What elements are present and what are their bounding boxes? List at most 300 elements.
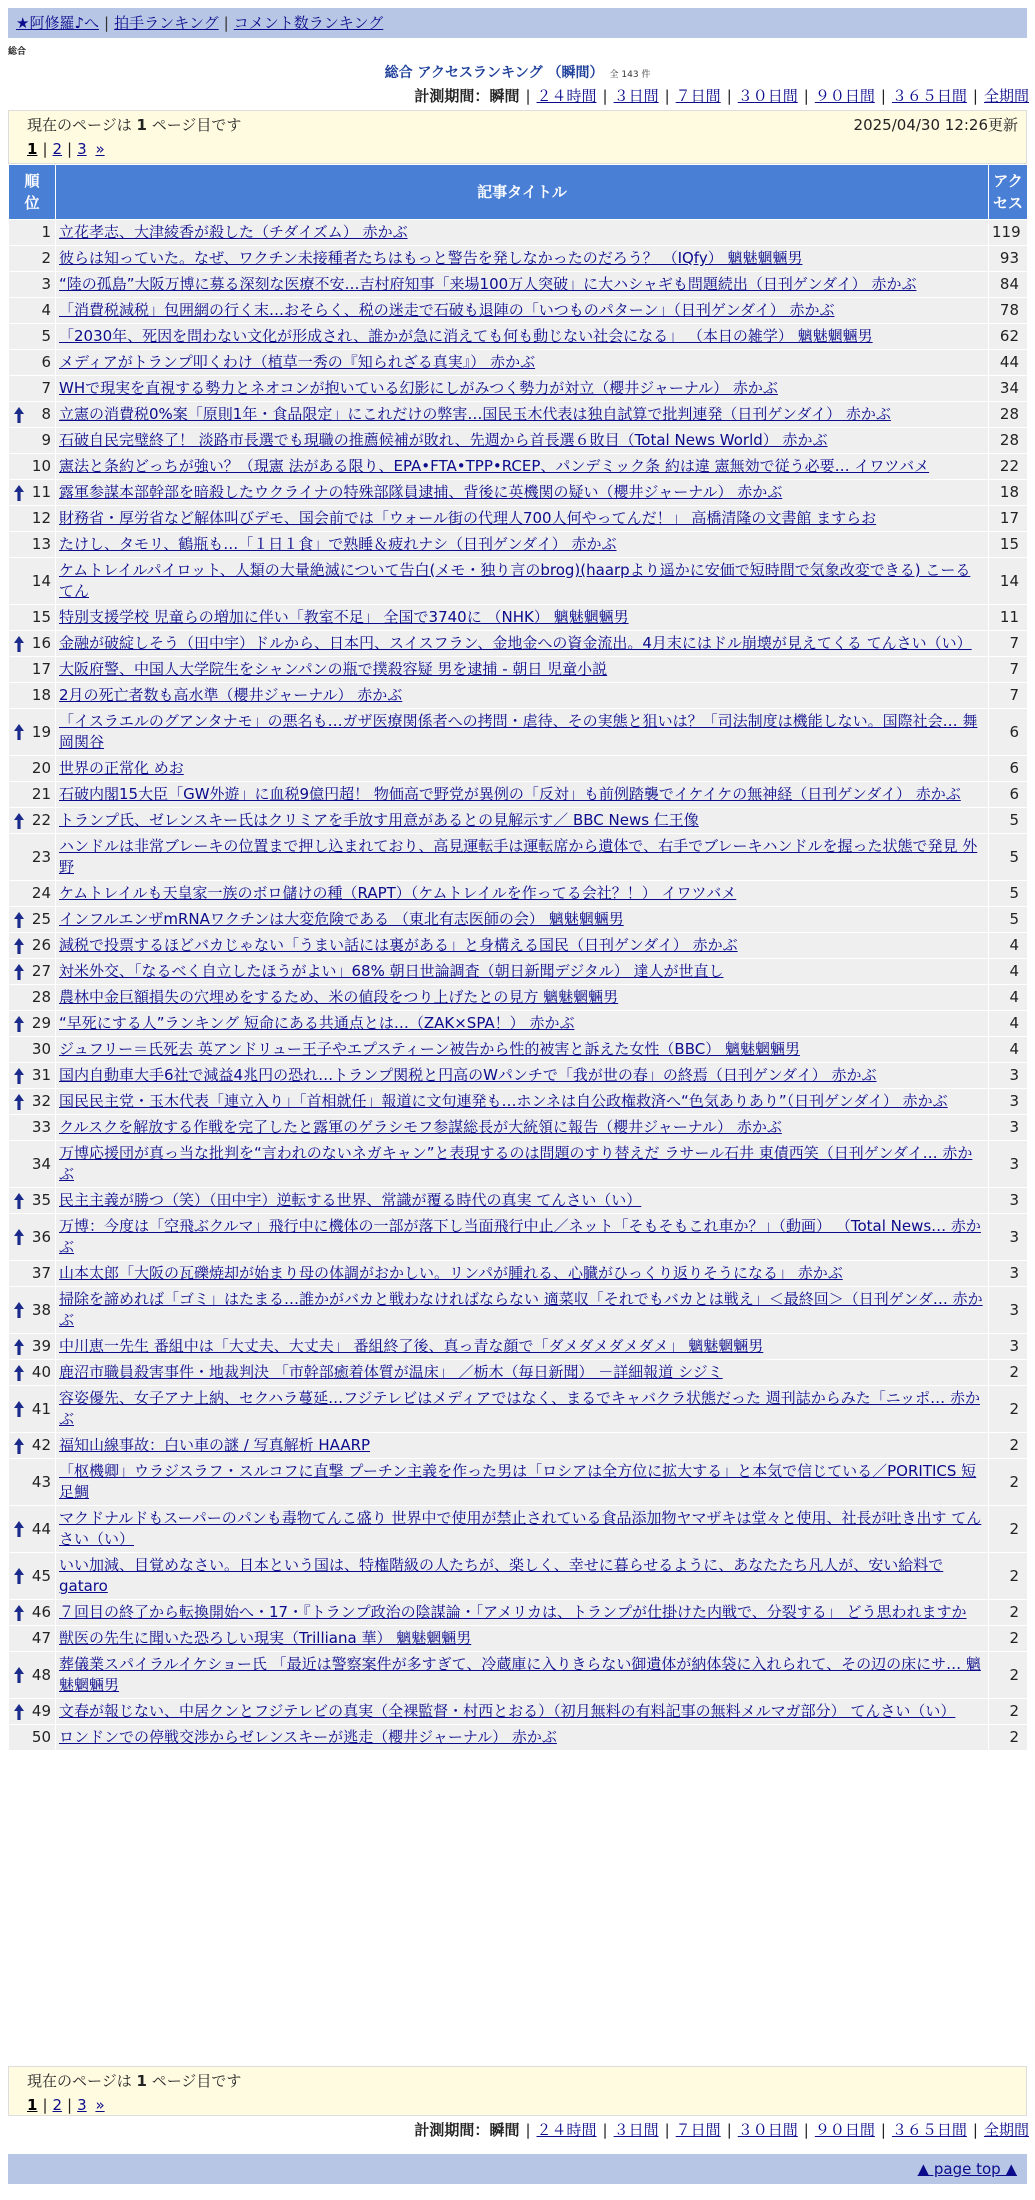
rank-column-header xyxy=(9,165,56,220)
period-separator: | xyxy=(803,87,809,105)
table-row xyxy=(9,1141,1028,1188)
article-title-link[interactable]: 立憲の消費税0%案「原則1年・食品限定」にこれだけの弊害…国民玉木代表は独自試算で批判連発（日刊ゲンダイ） 赤かぶ xyxy=(59,405,891,423)
rank-number: 43 xyxy=(31,1472,51,1491)
access-count: 2 xyxy=(989,1433,1028,1459)
rank-cell xyxy=(9,683,56,709)
article-title-link[interactable]: 露軍参謀本部幹部を暗殺したウクライナの特殊部隊員逮捕、背後に英機関の疑い（櫻井ジャーナル） 赤かぶ xyxy=(59,483,783,501)
table-row xyxy=(9,683,1028,709)
page-top-link[interactable]: ▲ page top ▲ xyxy=(917,2160,1017,2178)
ranking-title: 総合 アクセスランキング （瞬間） xyxy=(384,65,604,81)
rank-number: 37 xyxy=(31,1264,51,1282)
table-row xyxy=(9,1600,1028,1626)
article-title-link[interactable]: 「2030年、死因を問わない文化が形成され、誰かが急に消えても何も動じない社会になる」 （本日の雑学） 魑魅魍魎男 xyxy=(59,327,873,345)
table-row xyxy=(9,402,1028,428)
rank-number: 26 xyxy=(31,936,51,954)
rank-up-arrow-icon xyxy=(14,1568,24,1584)
article-title-link[interactable]: 石破内閣15大臣「GW外遊」に血税9億円超！ 物価高で野党が異例の「反対」も前例踏襲でイケイケの無神経（日刊ゲンダイ） 赤かぶ xyxy=(59,785,961,803)
access-count: 15 xyxy=(989,532,1028,558)
access-count: 3 xyxy=(989,1261,1028,1287)
article-title-link[interactable]: 国内自動車大手6社で減益4兆円の恐れ…トランプ関税と円高のWパンチで「我が世の春」の終焉（日刊ゲンダイ） 赤かぶ xyxy=(59,1066,877,1084)
article-title-link[interactable]: 憲法と条約どっちが強い？（現憲 法がある限り、EPA•FTA•TPP•RCEP、パンデミック条 約は違 憲無効で従う必要… イワツバメ xyxy=(59,457,930,475)
pagination xyxy=(27,2095,1008,2115)
access-count: 4 xyxy=(989,985,1028,1011)
current-page-number: 1 xyxy=(136,2072,147,2090)
period-option-link[interactable]: 全期間 xyxy=(983,2121,1029,2139)
article-title-link[interactable]: 対米外交、「なるべく自立したほうがよい」68% 朝日世論調査（朝日新聞デジタル） 達人が世直し xyxy=(59,962,724,980)
rank-number: 47 xyxy=(31,1629,51,1647)
pager-next-link[interactable]: » xyxy=(95,140,105,158)
rank-cell xyxy=(9,631,56,657)
access-count: 11 xyxy=(989,605,1028,631)
item-count: 全 143 件 xyxy=(609,70,651,80)
table-row xyxy=(9,1011,1028,1037)
rank-up-arrow-icon xyxy=(14,1229,24,1245)
rank-header-label: 順位 xyxy=(24,172,40,212)
rank-number: 25 xyxy=(31,910,51,928)
nav-separator: | xyxy=(223,14,229,32)
article-title-link[interactable]: 文春が報じない、中居クンとフジテレビの真実（全裸監督・村西とおる）（初月無料の有料記事の無料メルマガ部分） てんさい（い） xyxy=(59,1702,956,1720)
rank-cell xyxy=(9,402,56,428)
table-row xyxy=(9,480,1028,506)
article-title-link[interactable]: 財務省・厚労省など解体叫びデモ、国会前では「ウォール街の代理人700人何やってんだ！」 高橋清隆の文書館 ますらお xyxy=(59,509,877,527)
rank-cell xyxy=(9,1089,56,1115)
table-row xyxy=(9,350,1028,376)
table-row xyxy=(9,657,1028,683)
rank-number: 14 xyxy=(31,571,51,590)
pager-page-link[interactable]: 2 xyxy=(52,140,63,158)
rank-cell xyxy=(9,454,56,480)
rank-up-arrow-icon xyxy=(14,1521,24,1537)
pager-separator: | xyxy=(42,2096,48,2114)
article-title-link[interactable]: 葬儀業スパイラルイケショー氏 「最近は警察案件が多すぎて、冷蔵庫に入りきらない御遺体が納体袋に入れられて、その辺の床にサ… 魑魅魍魎男 xyxy=(59,1655,981,1694)
rank-number: 27 xyxy=(31,962,51,980)
title-cell xyxy=(56,657,989,683)
table-row xyxy=(9,1261,1028,1287)
period-separator: | xyxy=(525,2121,531,2139)
period-option-link[interactable]: ７日間 xyxy=(675,2121,721,2139)
article-title-link[interactable]: 世界の正常化 めお xyxy=(59,759,184,777)
rank-number: 46 xyxy=(31,1603,51,1621)
rank-up-arrow-icon xyxy=(14,1068,24,1084)
rank-cell xyxy=(9,933,56,959)
article-title-link[interactable]: 減税で投票するほどバカじゃない「うまい話には裏がある」と身構える国民（日刊ゲンダイ） 赤かぶ xyxy=(59,936,738,954)
rank-cell xyxy=(9,1360,56,1386)
rank-cell xyxy=(9,834,56,881)
comment-ranking-link[interactable]: コメント数ランキング xyxy=(233,14,384,32)
rank-number: 45 xyxy=(31,1566,51,1585)
access-count: 4 xyxy=(989,1037,1028,1063)
title-column-header: 記事タイトル xyxy=(56,165,989,220)
title-cell xyxy=(56,1214,989,1261)
table-row xyxy=(9,1214,1028,1261)
article-title-link[interactable]: 「枢機卿」ウラジスラフ・スルコフに直撃 プーチン主義を作った男は「ロシアは全方位に拡大する」と本気で信じている／PORITICS 短足鯛 xyxy=(59,1462,977,1501)
rank-up-arrow-icon xyxy=(14,1016,24,1032)
article-title-link[interactable]: 民主主義が勝つ（笑）（田中宇）逆転する世界、常識が覆る時代の真実 てんさい（い） xyxy=(59,1191,642,1209)
period-separator: | xyxy=(880,87,886,105)
rank-cell xyxy=(9,709,56,756)
period-option-link[interactable]: ２４時間 xyxy=(536,2121,597,2139)
rank-cell xyxy=(9,605,56,631)
rank-cell xyxy=(9,1141,56,1188)
bottom-bar xyxy=(8,2154,1027,2184)
title-cell xyxy=(56,1063,989,1089)
article-title-link[interactable]: 国民民主党・玉木代表「連立入り」「首相就任」報道に文句連発も…ホンネは自公政権救済へ“色気ありあり”（日刊ゲンダイ） 赤かぶ xyxy=(59,1092,948,1110)
table-row xyxy=(9,1063,1028,1089)
table-row xyxy=(9,428,1028,454)
pager-page-link[interactable]: 3 xyxy=(77,140,87,158)
rank-cell xyxy=(9,1506,56,1553)
period-separator: | xyxy=(664,87,670,105)
table-row xyxy=(9,246,1028,272)
rank-cell xyxy=(9,480,56,506)
table-row xyxy=(9,1386,1028,1433)
rank-cell xyxy=(9,1626,56,1652)
rank-cell xyxy=(9,1261,56,1287)
title-cell xyxy=(56,1089,989,1115)
period-selector xyxy=(414,86,1029,106)
table-row xyxy=(9,1188,1028,1214)
period-option-link[interactable]: ３０日間 xyxy=(737,2121,798,2139)
rank-number: 38 xyxy=(31,1300,51,1319)
article-title-link[interactable]: メディアがトランプ叩くわけ（植草一秀の『知られざる真実』） 赤かぶ xyxy=(59,353,536,371)
title-cell xyxy=(56,709,989,756)
title-cell xyxy=(56,246,989,272)
access-count: 44 xyxy=(989,350,1028,376)
title-cell xyxy=(56,631,989,657)
article-title-link[interactable]: 大阪府警、中国人大学院生をシャンパンの瓶で撲殺容疑 男を逮捕 - 朝日 児童小説 xyxy=(59,660,608,678)
period-separator: | xyxy=(972,2121,978,2139)
title-cell xyxy=(56,808,989,834)
table-row xyxy=(9,506,1028,532)
title-cell xyxy=(56,605,989,631)
page-title xyxy=(0,62,1035,82)
article-title-link[interactable]: ７回目の終了から転換開始へ・17・『トランプ政治の陰謀論・「アメリカは、トランプが仕掛けた内戦で、分裂する」 どう思われますか xyxy=(59,1603,967,1621)
rank-number: 22 xyxy=(31,811,51,829)
clap-ranking-link[interactable]: 拍手ランキング xyxy=(114,14,219,32)
rank-up-arrow-icon xyxy=(14,964,24,980)
access-count: 6 xyxy=(989,782,1028,808)
access-count: 4 xyxy=(989,933,1028,959)
period-option-current: 瞬間 xyxy=(489,87,520,105)
access-count: 3 xyxy=(989,1089,1028,1115)
article-title-link[interactable]: マクドナルドもスーパーのパンも毒物てんこ盛り 世界中で使用が禁止されている食品添加物ヤマザキは堂々と使用、社長が吐き出す てんさい（い） xyxy=(59,1509,982,1548)
article-title-link[interactable]: 彼らは知っていた。なぜ、ワクチン未接種者たちはもっと警告を発しなかったのだろう？ （IQfy） 魑魅魍魎男 xyxy=(59,249,803,267)
rank-cell xyxy=(9,1725,56,1751)
article-title-link[interactable]: ジュフリー＝氏死去 英アンドリュー王子やエプスティーン被告から性的被害と訴えた女性（BBC） 魑魅魍魎男 xyxy=(59,1040,800,1058)
article-title-link[interactable]: いい加減、目覚めなさい。日本という国は、特権階級の人たちが、楽しく、幸せに暮らせるように、あなたたち凡人が、安い給料で gataro xyxy=(59,1556,944,1595)
rank-cell xyxy=(9,907,56,933)
rank-number: 24 xyxy=(31,884,51,902)
rank-up-arrow-icon xyxy=(14,1302,24,1318)
title-cell xyxy=(56,350,989,376)
article-title-link[interactable]: 容姿優先、女子アナ上納、セクハラ蔓延…フジテレビはメディアではなく、まるでキャバクラ状態だった 週刊誌からみた「ニッポ… 赤かぶ xyxy=(59,1389,980,1428)
article-title-link[interactable]: 万博応援団が真っ当な批判を“言われのないネガキャン”と表現するのは問題のすり替えだ ラサール石井 東債西笑（日刊ゲンダイ… 赤かぶ xyxy=(59,1144,973,1183)
rank-cell xyxy=(9,1115,56,1141)
pager-page-link[interactable]: 3 xyxy=(77,2096,87,2114)
rank-up-arrow-icon xyxy=(14,1438,24,1454)
title-cell xyxy=(56,959,989,985)
access-count: 17 xyxy=(989,506,1028,532)
access-count: 2 xyxy=(989,1600,1028,1626)
period-option-link[interactable]: ３６５日間 xyxy=(891,2121,967,2139)
article-title-link[interactable]: 農林中金巨額損失の穴埋めをするため、米の値段をつり上げたとの見方 魑魅魍魎男 xyxy=(59,988,619,1006)
rank-number: 18 xyxy=(31,686,51,704)
period-separator: | xyxy=(972,87,978,105)
rank-number: 8 xyxy=(41,405,51,423)
article-title-link[interactable]: ロンドンでの停戦交渉からゼレンスキーが逃走（櫻井ジャーナル） 赤かぶ xyxy=(59,1728,557,1746)
period-option-link[interactable]: ３日間 xyxy=(613,2121,659,2139)
rank-number: 19 xyxy=(31,722,51,741)
article-title-link[interactable]: 中川恵一先生 番組中は「大丈夫、大丈夫」 番組終了後、真っ青な顔で「ダメダメダメダメ」 魑魅魍魎男 xyxy=(59,1337,764,1355)
table-row xyxy=(9,1699,1028,1725)
access-count: 2 xyxy=(989,1360,1028,1386)
title-cell xyxy=(56,558,989,605)
rank-cell xyxy=(9,1214,56,1261)
nav-separator: | xyxy=(104,14,110,32)
access-count: 3 xyxy=(989,1334,1028,1360)
pager-current-page: 1 xyxy=(27,140,38,158)
article-title-link[interactable]: 万博：今度は「空飛ぶクルマ」飛行中に機体の一部が落下し当面飛行中止／ネット「そもそもこれ車か？」（動画） （Total News… 赤かぶ xyxy=(59,1217,981,1256)
article-title-link[interactable]: たけし、タモリ、鶴瓶も…「１日１食」で熟睡＆疲れナシ（日刊ゲンダイ） 赤かぶ xyxy=(59,535,617,553)
table-row xyxy=(9,324,1028,350)
title-cell xyxy=(56,881,989,907)
rank-cell xyxy=(9,246,56,272)
rank-number: 35 xyxy=(31,1191,51,1209)
rank-up-arrow-icon xyxy=(14,1193,24,1209)
rank-cell xyxy=(9,1188,56,1214)
pager-next-link[interactable]: » xyxy=(95,2096,105,2114)
table-row xyxy=(9,220,1028,246)
rank-number: 50 xyxy=(31,1728,51,1746)
period-option-link[interactable]: ３０日間 xyxy=(737,87,798,105)
rank-cell xyxy=(9,324,56,350)
access-count: 5 xyxy=(989,808,1028,834)
rank-number: 12 xyxy=(31,509,51,527)
access-count: 7 xyxy=(989,631,1028,657)
title-cell xyxy=(56,480,989,506)
access-count: 3 xyxy=(989,1063,1028,1089)
table-row xyxy=(9,1360,1028,1386)
access-column-header xyxy=(989,165,1028,220)
access-count: 2 xyxy=(989,1386,1028,1433)
period-option-link[interactable]: 全期間 xyxy=(983,87,1029,105)
title-cell xyxy=(56,1334,989,1360)
pagination xyxy=(27,139,1008,159)
period-option-current: 瞬間 xyxy=(489,2121,520,2139)
table-row xyxy=(9,532,1028,558)
rank-number: 31 xyxy=(31,1066,51,1084)
access-count: 5 xyxy=(989,881,1028,907)
pager-separator: | xyxy=(67,140,73,158)
period-separator: | xyxy=(726,2121,732,2139)
pager-current-page: 1 xyxy=(27,2096,38,2114)
title-cell xyxy=(56,933,989,959)
article-title-link[interactable]: “陸の孤島”大阪万博に募る深刻な医療不安…吉村府知事「来場100万人突破」に大ハシャギも問題続出（日刊ゲンダイ） 赤かぶ xyxy=(59,275,917,293)
article-title-link[interactable]: 獣医の先生に聞いた恐ろしい現実（Trilliana 華） 魑魅魍魎男 xyxy=(59,1629,472,1647)
rank-cell xyxy=(9,298,56,324)
rank-number: 42 xyxy=(31,1436,51,1454)
title-cell xyxy=(56,756,989,782)
period-label: 計測期間： xyxy=(414,2121,490,2139)
article-title-link[interactable]: WHで現実を直視する勢力とネオコンが抱いている幻影にしがみつく勢力が対立（櫻井ジャーナル） 赤かぶ xyxy=(59,379,778,397)
article-title-link[interactable]: ケムトレイルパイロット、人類の大量絶滅について告白(メモ・独り言のbrog)(haarpより遥かに安価で短時間で気象改変できる) こーるてん xyxy=(59,561,971,600)
rank-up-arrow-icon xyxy=(14,485,24,501)
rank-cell xyxy=(9,1386,56,1433)
access-count: 119 xyxy=(989,220,1028,246)
period-option-link[interactable]: ９０日間 xyxy=(814,2121,875,2139)
rank-up-arrow-icon xyxy=(14,938,24,954)
home-link[interactable]: ★阿修羅♪へ xyxy=(16,14,100,32)
table-row xyxy=(9,1037,1028,1063)
rank-cell xyxy=(9,1011,56,1037)
title-cell xyxy=(56,1287,989,1334)
access-count: 7 xyxy=(989,657,1028,683)
access-count: 3 xyxy=(989,1287,1028,1334)
table-row xyxy=(9,1334,1028,1360)
title-cell xyxy=(56,1011,989,1037)
rank-cell xyxy=(9,1652,56,1699)
article-title-link[interactable]: 掃除を諦めれば「ゴミ」はたまる…誰かがバカと戦わなければならない 適菜収「それでもバカとは戦え」＜最終回＞（日刊ゲンダ… 赤かぶ xyxy=(59,1290,983,1329)
rank-number: 10 xyxy=(31,457,51,475)
access-count: 3 xyxy=(989,1188,1028,1214)
rank-cell xyxy=(9,506,56,532)
article-title-link[interactable]: 山本太郎「大阪の瓦礫焼却が始まり母の体調がおかしい。リンパが腫れる、心臓がひっくり返りそうになる」 赤かぶ xyxy=(59,1264,843,1282)
table-row xyxy=(9,1725,1028,1751)
table-row xyxy=(9,709,1028,756)
rank-number: 32 xyxy=(31,1092,51,1110)
article-title-link[interactable]: クルスクを解放する作戦を完了したと露軍のゲラシモフ参謀総長が大統領に報告（櫻井ジャーナル） 赤かぶ xyxy=(59,1118,782,1136)
table-row xyxy=(9,834,1028,881)
table-row xyxy=(9,985,1028,1011)
table-row xyxy=(9,1459,1028,1506)
title-cell xyxy=(56,376,989,402)
rank-number: 9 xyxy=(41,431,51,449)
article-title-link[interactable]: 鹿沼市職員殺害事件・地裁判決 「市幹部癒着体質が温床」 ／栃木（毎日新聞） －詳細報道 シジミ xyxy=(59,1363,723,1381)
pager-separator: | xyxy=(42,140,48,158)
rank-cell xyxy=(9,220,56,246)
rank-up-arrow-icon xyxy=(14,1365,24,1381)
rank-number: 7 xyxy=(41,379,51,397)
article-title-link[interactable]: 金融が破綻しそう（田中宇）ドルから、日本円、スイスフラン、金地金への資金流出。4月末にはドル崩壊が見えてくる てんさい（い） xyxy=(59,634,972,652)
rank-number: 6 xyxy=(41,353,51,371)
table-row xyxy=(9,1506,1028,1553)
period-option-link[interactable]: ９０日間 xyxy=(814,87,875,105)
access-count: 3 xyxy=(989,1214,1028,1261)
article-title-link[interactable]: “早死にする人”ランキング 短命にある共通点とは…（ZAK×SPA！） 赤かぶ xyxy=(59,1014,575,1032)
table-row xyxy=(9,782,1028,808)
access-count: 2 xyxy=(989,1725,1028,1751)
rank-cell xyxy=(9,1459,56,1506)
title-cell xyxy=(56,1433,989,1459)
rank-cell xyxy=(9,558,56,605)
page-status-prefix: 現在のページは xyxy=(27,116,132,134)
ranking-table xyxy=(8,164,1028,1751)
period-selector xyxy=(414,2120,1029,2140)
article-title-link[interactable]: インフルエンザmRNAワクチンは大変危険である （東北有志医師の会） 魑魅魍魎男 xyxy=(59,910,624,928)
table-row xyxy=(9,1433,1028,1459)
access-count: 34 xyxy=(989,376,1028,402)
period-separator: | xyxy=(726,87,732,105)
rank-number: 23 xyxy=(31,847,51,866)
ranking-table-body xyxy=(9,220,1028,1751)
title-cell xyxy=(56,834,989,881)
table-row xyxy=(9,756,1028,782)
period-label: 計測期間： xyxy=(414,87,490,105)
title-cell xyxy=(56,1188,989,1214)
article-title-link[interactable]: ハンドルは非常ブレーキの位置まで押し込まれており、高見運転手は運転席から遺体で、右手でブレーキハンドルを握った状態で発見 外野 xyxy=(59,837,978,876)
title-cell xyxy=(56,1652,989,1699)
table-row xyxy=(9,298,1028,324)
title-cell xyxy=(56,1386,989,1433)
rank-number: 49 xyxy=(31,1702,51,1720)
rank-number: 20 xyxy=(31,759,51,777)
title-cell xyxy=(56,1141,989,1188)
rank-up-arrow-icon xyxy=(14,1339,24,1355)
access-count: 78 xyxy=(989,298,1028,324)
title-cell xyxy=(56,907,989,933)
rank-cell xyxy=(9,1334,56,1360)
article-title-link[interactable]: 特別支援学校 児童らの増加に伴い「教室不足」 全国で3740に （NHK） 魑魅魍魎男 xyxy=(59,608,629,626)
access-count: 62 xyxy=(989,324,1028,350)
article-title-link[interactable]: トランプ氏、ゼレンスキー氏はクリミアを手放す用意があるとの見解示す／ BBC News 仁王像 xyxy=(59,811,699,829)
rank-number: 4 xyxy=(41,301,51,319)
title-cell xyxy=(56,1360,989,1386)
rank-number: 2 xyxy=(41,249,51,267)
table-row xyxy=(9,1652,1028,1699)
article-title-link[interactable]: 石破自民完璧終了！ 淡路市長選でも現職の推薦候補が敗れ、先週から首長選６敗目（Total News World） 赤かぶ xyxy=(59,431,828,449)
period-option-link[interactable]: ３６５日間 xyxy=(891,87,967,105)
period-separator: | xyxy=(602,2121,608,2139)
article-title-link[interactable]: 「イスラエルのグアンタナモ」の悪名も…ガザ医療関係者への拷問・虐待、その実態と狙いは？「司法制度は機能しない。国際社会… 舞岡関谷 xyxy=(59,712,978,751)
rank-number: 34 xyxy=(31,1154,51,1173)
period-option-link[interactable]: ３日間 xyxy=(613,87,659,105)
article-title-link[interactable]: 立花孝志、大津綾香が殺した（チダイズム） 赤かぶ xyxy=(59,223,408,241)
period-separator: | xyxy=(525,87,531,105)
title-cell xyxy=(56,298,989,324)
rank-cell xyxy=(9,657,56,683)
rank-number: 36 xyxy=(31,1227,51,1246)
title-cell xyxy=(56,1725,989,1751)
rank-cell xyxy=(9,1553,56,1600)
rank-cell xyxy=(9,1699,56,1725)
table-row xyxy=(9,454,1028,480)
rank-number: 21 xyxy=(31,785,51,803)
access-count: 3 xyxy=(989,1141,1028,1188)
table-row xyxy=(9,1553,1028,1600)
table-row xyxy=(9,959,1028,985)
access-count: 2 xyxy=(989,1626,1028,1652)
table-header-row xyxy=(9,165,1028,220)
article-title-link[interactable]: 「消費税減税」包囲網の行く末…おそらく、税の迷走で石破も退陣の「いつものパターン」（日刊ゲンダイ） 赤かぶ xyxy=(59,301,835,319)
title-cell xyxy=(56,1553,989,1600)
article-title-link[interactable]: 2月の死亡者数も高水準（櫻井ジャーナル） 赤かぶ xyxy=(59,686,403,704)
article-title-link[interactable]: ケムトレイルも天皇家一族のボロ儲けの種（RAPT）（ケムトレイルを作ってる会社？！） イワツバメ xyxy=(59,884,737,902)
access-count: 2 xyxy=(989,1699,1028,1725)
rank-up-arrow-icon xyxy=(14,1094,24,1110)
page-status-suffix: ページ目です xyxy=(151,2072,242,2090)
period-option-link[interactable]: ７日間 xyxy=(675,87,721,105)
category-label: 総合 xyxy=(8,47,27,57)
article-title-link[interactable]: 福知山線事故：白い車の謎 / 写真解析 HAARP xyxy=(59,1436,371,1454)
table-row xyxy=(9,376,1028,402)
pager-page-link[interactable]: 2 xyxy=(52,2096,63,2114)
page-status-prefix: 現在のページは xyxy=(27,2072,132,2090)
rank-number: 30 xyxy=(31,1040,51,1058)
period-option-link[interactable]: ２４時間 xyxy=(536,87,597,105)
title-cell xyxy=(56,1626,989,1652)
table-row xyxy=(9,881,1028,907)
access-count: 6 xyxy=(989,756,1028,782)
